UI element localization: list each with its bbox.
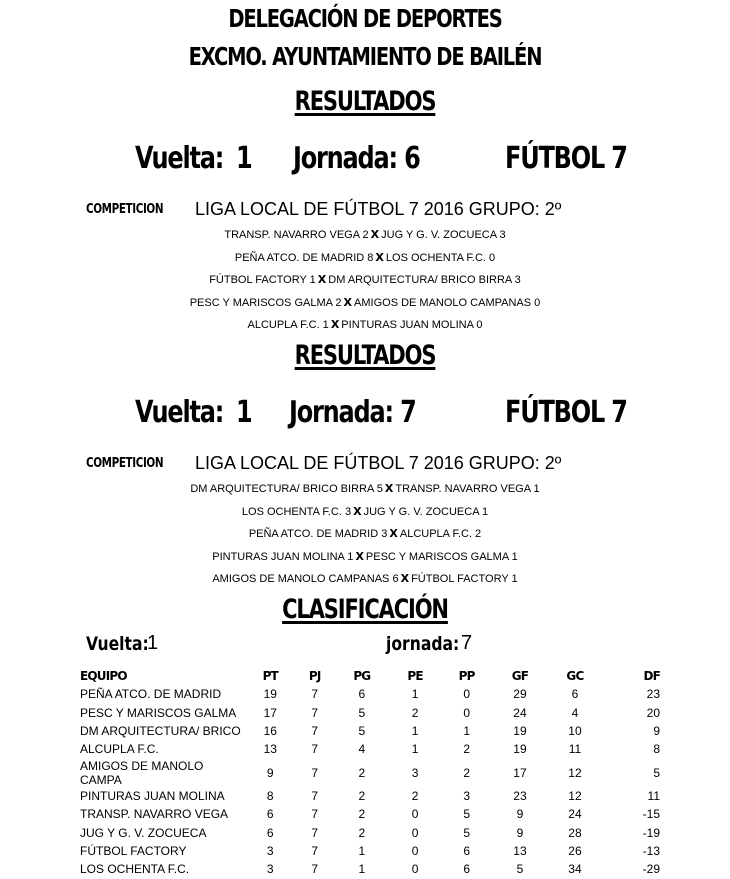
- cell-df: 20: [646, 705, 660, 720]
- cell-gf: 13: [513, 843, 527, 858]
- cell-pp: 2: [463, 765, 471, 780]
- cell-pg: 1: [358, 843, 366, 858]
- cell-pp: 5: [463, 807, 471, 822]
- cell-pp: 6: [463, 843, 471, 858]
- cell-df: 8: [653, 742, 660, 757]
- cell-pp: 3: [463, 788, 471, 803]
- cell-gc: 12: [568, 788, 582, 803]
- standings-row: [80, 740, 660, 758]
- cell-pt: 17: [263, 705, 277, 720]
- standings-row: [80, 703, 660, 721]
- cell-team: TRANSP. NAVARRO VEGA: [80, 807, 229, 822]
- cell-pe: 2: [411, 788, 419, 803]
- header-line-1: DELEGACIÓN DE DEPORTES: [228, 4, 502, 33]
- match-row: [0, 527, 730, 540]
- cell-gf: 9: [516, 807, 524, 822]
- cell-gc: 11: [568, 742, 582, 757]
- col-pe: PE: [407, 668, 423, 683]
- cell-team: DM ARQUITECTURA/ BRICO: [80, 723, 241, 738]
- match-row: [0, 296, 730, 309]
- match-row: [0, 572, 730, 585]
- cell-team: LOS OCHENTA F.C.: [80, 862, 190, 877]
- versus-mark: X: [317, 273, 327, 287]
- away-team-score: PESC Y MARISCOS GALMA 1: [365, 550, 518, 563]
- home-team-score: TRANSP. NAVARRO VEGA 2: [224, 229, 369, 241]
- vuelta-label-2: Vuelta:: [135, 395, 224, 430]
- home-team-score: PINTURAS JUAN MOLINA 1: [212, 550, 354, 563]
- cell-pj: 7: [311, 765, 319, 780]
- header-line-2: EXCMO. AYUNTAMIENTO DE BAILÉN: [188, 42, 542, 71]
- match-row: [0, 318, 730, 331]
- away-team-score: JUG Y G. V. ZOCUECA 1: [363, 505, 489, 518]
- home-team-score: ALCUPLA F.C. 1: [247, 319, 329, 332]
- home-team-score: FÚTBOL FACTORY 1: [209, 274, 316, 287]
- standings-row: [80, 787, 660, 805]
- cell-df: 11: [647, 788, 660, 803]
- vuelta-value-1: 1: [236, 141, 252, 176]
- cell-pg: 6: [358, 687, 366, 702]
- cell-pp: 5: [463, 825, 471, 840]
- col-pj: PJ: [308, 668, 321, 683]
- cell-pj: 7: [311, 862, 319, 877]
- standings-row: [80, 805, 660, 823]
- cell-pj: 7: [311, 705, 319, 720]
- home-team-score: DM ARQUITECTURA/ BRICO BIRRA 5: [190, 483, 383, 495]
- cell-pp: 2: [463, 742, 471, 757]
- cell-gf: 29: [513, 687, 527, 702]
- cell-pj: 7: [311, 825, 319, 840]
- cell-gf: 24: [513, 705, 527, 720]
- cell-pj: 7: [311, 788, 319, 803]
- standings-body: [80, 685, 660, 879]
- results-title-1: RESULTADOS: [294, 86, 436, 117]
- cell-team: AMIGOS DE MANOLO CAMPA: [80, 758, 204, 787]
- standings-row: [80, 685, 660, 703]
- cell-pe: 0: [411, 807, 419, 822]
- cell-gc: 4: [571, 705, 579, 720]
- col-gf: GF: [511, 668, 529, 683]
- standings-row: [80, 759, 660, 787]
- away-team-score: LOS OCHENTA F.C. 0: [385, 251, 496, 264]
- standings-header-row: [80, 666, 660, 685]
- standings-vuelta-label: Vuelta:: [86, 633, 149, 655]
- col-pp: PP: [458, 668, 475, 683]
- away-team-score: TRANSP. NAVARRO VEGA 1: [395, 483, 540, 495]
- cell-df: -15: [642, 807, 660, 822]
- cell-pe: 3: [411, 765, 419, 780]
- cell-pp: 6: [463, 862, 471, 877]
- cell-pt: 16: [263, 723, 277, 738]
- cell-pg: 5: [358, 723, 366, 738]
- cell-df: 9: [653, 723, 660, 738]
- cell-df: -29: [642, 862, 660, 877]
- col-equipo: EQUIPO: [80, 668, 127, 683]
- home-team-score: PESC Y MARISCOS GALMA 2: [189, 296, 342, 309]
- standings-row: [80, 722, 660, 740]
- standings-row: [80, 860, 660, 878]
- sport-label-1: FÚTBOL 7: [505, 141, 627, 176]
- cell-pp: 0: [463, 705, 471, 720]
- cell-gc: 28: [568, 825, 582, 840]
- home-team-score: AMIGOS DE MANOLO CAMPANAS 6: [212, 573, 399, 586]
- cell-pe: 1: [411, 687, 419, 702]
- cell-pe: 0: [411, 862, 419, 877]
- cell-gc: 10: [568, 723, 582, 738]
- cell-pj: 7: [311, 843, 319, 858]
- match-row: [0, 505, 730, 518]
- col-pt: PT: [262, 668, 278, 683]
- versus-mark: X: [400, 572, 410, 586]
- versus-mark: X: [330, 318, 340, 332]
- cell-pg: 2: [358, 765, 366, 780]
- match-row: [0, 550, 730, 563]
- cell-gf: 19: [513, 742, 527, 757]
- cell-pp: 0: [463, 687, 471, 702]
- cell-gf: 5: [516, 862, 524, 877]
- cell-pj: 7: [311, 742, 319, 757]
- cell-team: PINTURAS JUAN MOLINA: [80, 788, 225, 803]
- cell-pg: 2: [358, 825, 366, 840]
- match-row: [0, 251, 730, 264]
- cell-gc: 34: [568, 862, 582, 877]
- competition-name-1: LIGA LOCAL DE FÚTBOL 7 2016 GRUPO: 2º: [195, 199, 562, 219]
- cell-pg: 1: [358, 862, 366, 877]
- cell-pt: 8: [266, 788, 274, 803]
- away-team-score: PINTURAS JUAN MOLINA 0: [341, 319, 483, 332]
- versus-mark: X: [384, 482, 394, 495]
- cell-gc: 24: [568, 807, 582, 822]
- home-team-score: PEÑA ATCO. DE MADRID 3: [248, 528, 388, 541]
- standings-table: [80, 666, 660, 879]
- vuelta-label-1: Vuelta:: [135, 141, 224, 176]
- competition-label-2: COMPETICION: [86, 456, 164, 471]
- cell-pt: 3: [266, 862, 274, 877]
- cell-pt: 6: [266, 825, 274, 840]
- results-title-2: RESULTADOS: [294, 340, 436, 371]
- versus-mark: X: [370, 228, 380, 241]
- cell-gf: 17: [513, 765, 527, 780]
- cell-gf: 19: [513, 723, 527, 738]
- away-team-score: DM ARQUITECTURA/ BRICO BIRRA 3: [328, 274, 521, 287]
- versus-mark: X: [343, 295, 353, 309]
- match-row: [0, 482, 730, 495]
- versus-mark: X: [355, 549, 364, 563]
- versus-mark: X: [389, 527, 398, 541]
- col-gc: GC: [566, 668, 584, 683]
- standings-row: [80, 842, 660, 860]
- match-row: [0, 228, 730, 241]
- home-team-score: PEÑA ATCO. DE MADRID 8: [234, 251, 374, 264]
- cell-df: -13: [642, 843, 660, 858]
- match-row: [0, 273, 730, 286]
- cell-pg: 4: [358, 742, 366, 757]
- cell-pp: 1: [463, 723, 471, 738]
- standings-jornada-value: 7: [461, 632, 473, 654]
- competition-name-2: LIGA LOCAL DE FÚTBOL 7 2016 GRUPO: 2º: [195, 453, 562, 473]
- cell-gc: 26: [568, 843, 582, 858]
- competition-label-1: COMPETICION: [86, 202, 164, 217]
- cell-pt: 19: [263, 687, 277, 702]
- cell-df: -19: [642, 825, 660, 840]
- cell-team: PEÑA ATCO. DE MADRID: [80, 687, 222, 702]
- vuelta-value-2: 1: [236, 395, 252, 430]
- cell-pg: 2: [358, 807, 366, 822]
- cell-gc: 6: [571, 687, 579, 702]
- standings-row: [80, 823, 660, 841]
- cell-team: FÚTBOL FACTORY: [80, 843, 187, 858]
- cell-pe: 0: [411, 825, 419, 840]
- jornada-label-1: Jornada: 6: [293, 141, 420, 176]
- away-team-score: JUG Y G. V. ZOCUECA 3: [381, 229, 506, 241]
- away-team-score: AMIGOS DE MANOLO CAMPANAS 0: [354, 296, 541, 309]
- cell-pe: 2: [411, 705, 419, 720]
- cell-gc: 12: [568, 765, 582, 780]
- sport-label-2: FÚTBOL 7: [505, 395, 627, 430]
- cell-pj: 7: [311, 723, 319, 738]
- cell-df: 23: [646, 687, 660, 702]
- cell-df: 5: [653, 765, 660, 780]
- standings-title: CLASIFICACIÓN: [282, 594, 448, 625]
- cell-pt: 6: [266, 807, 274, 822]
- jornada-label-2: Jornada: 7: [289, 395, 416, 430]
- cell-team: JUG Y G. V. ZOCUECA: [80, 825, 207, 840]
- cell-pe: 1: [411, 723, 419, 738]
- cell-pt: 13: [263, 742, 277, 757]
- cell-pj: 7: [311, 687, 319, 702]
- col-df: DF: [643, 668, 660, 683]
- cell-pe: 0: [411, 843, 419, 858]
- home-team-score: LOS OCHENTA F.C. 3: [241, 505, 352, 518]
- away-team-score: FÚTBOL FACTORY 1: [411, 573, 518, 586]
- cell-pt: 3: [266, 843, 274, 858]
- cell-gf: 23: [513, 788, 527, 803]
- cell-gf: 9: [516, 825, 524, 840]
- versus-mark: X: [375, 250, 384, 264]
- versus-mark: X: [353, 504, 362, 518]
- cell-pg: 2: [358, 788, 366, 803]
- standings-jornada-label: jornada:: [386, 633, 460, 655]
- cell-pt: 9: [266, 765, 274, 780]
- away-team-score: ALCUPLA F.C. 2: [399, 528, 482, 541]
- standings-vuelta-value: 1: [147, 632, 159, 654]
- cell-team: ALCUPLA F.C.: [80, 742, 159, 757]
- col-pg: PG: [353, 668, 371, 683]
- cell-pe: 1: [411, 742, 419, 757]
- cell-pj: 7: [311, 807, 319, 822]
- cell-team: PESC Y MARISCOS GALMA: [80, 705, 237, 720]
- cell-pg: 5: [358, 705, 366, 720]
